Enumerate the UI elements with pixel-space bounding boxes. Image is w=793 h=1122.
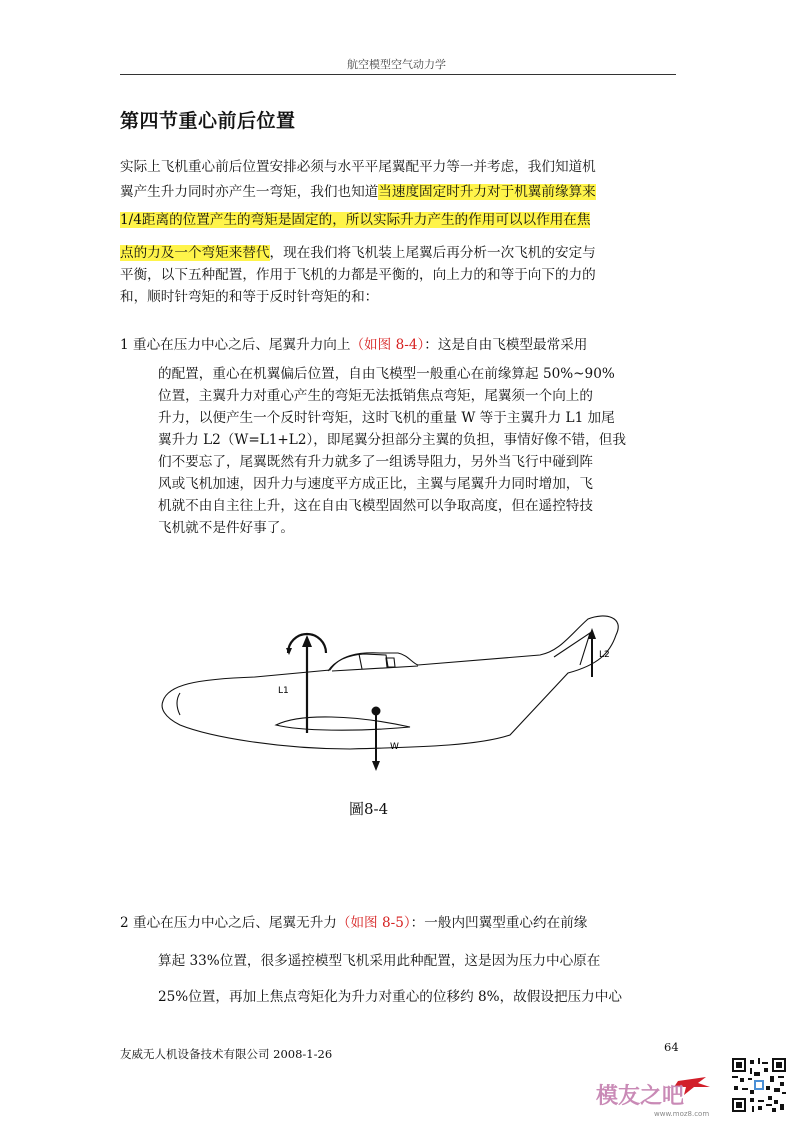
case1-line-3: 升力，以便产生一个反时针弯矩，这时飞机的重量 W 等于主翼升力 L1 加尾 bbox=[158, 410, 615, 426]
intro-line-1: 实际上飞机重心前后位置安排必须与水平平尾翼配平力等一并考虑，我们知道机 bbox=[120, 159, 596, 175]
figure-ref-8-5: （如图 8-5） bbox=[336, 915, 411, 931]
label-w: W bbox=[390, 742, 399, 752]
highlight-1: 当速度固定时升力对于机翼前缘算来 bbox=[378, 184, 596, 200]
case1-line-4: 翼升力 L2（W=L1+L2），即尾翼分担部分主翼的负担，事情好像不错，但我 bbox=[158, 432, 626, 448]
case1-line-2: 位置，主翼升力对重心产生的弯矩无法抵销焦点弯矩，尾翼须一个向上的 bbox=[158, 388, 593, 404]
intro-line-3 bbox=[120, 208, 590, 228]
nose-detail bbox=[177, 693, 180, 715]
wing-root-line bbox=[332, 666, 418, 671]
label-l1: L1 bbox=[278, 686, 289, 696]
page-number: 64 bbox=[664, 1040, 679, 1054]
case1-line-1: 的配置，重心在机翼偏后位置，自由飞模型一般重心在前缘算起 50%~90% bbox=[158, 366, 615, 382]
header-rule bbox=[120, 74, 676, 75]
watermark-brand: 模友之吧 bbox=[596, 1084, 685, 1109]
case1-line-8: 飞机就不是件好事了。 bbox=[158, 520, 294, 536]
canopy-frame bbox=[359, 654, 362, 669]
watermark-url: www.moz8.com bbox=[654, 1110, 710, 1118]
figure-caption: 圖8-4 bbox=[349, 800, 389, 818]
wing-airfoil bbox=[276, 717, 410, 730]
case1-heading: 1 重心在压力中心之后、尾翼升力向上（如图 8-4）：这是自由飞模型最常采用 bbox=[120, 337, 588, 353]
running-header: 航空模型空气动力学 bbox=[347, 58, 446, 71]
case2-heading: 2 重心在压力中心之后、尾翼无升力（如图 8-5）：一般内凹翼型重心约在前缘 bbox=[120, 915, 588, 931]
intro-line-6: 和，顺时针弯矩的和等于反时针弯矩的和： bbox=[120, 289, 379, 305]
case2-line-2: 25%位置，再加上焦点弯矩化为升力对重心的位移约 8%，故假设把压力中心 bbox=[158, 989, 622, 1005]
figure-ref-8-4: （如图 8-4） bbox=[350, 337, 425, 353]
case1-line-6: 风或飞机加速，因升力与速度平方成正比，主翼与尾翼升力同时增加，飞 bbox=[158, 476, 593, 492]
moment-arrowhead bbox=[286, 648, 292, 655]
watermark-logo bbox=[594, 1075, 714, 1119]
highlight-2: 1/4距离的位置产生的弯矩是固定的，所以实际升力产生的作用可以以作用在焦 bbox=[120, 212, 591, 228]
case1-line-5: 们不要忘了，尾翼既然有升力就多了一组诱导阻力，另外当飞行中碰到阵 bbox=[158, 454, 593, 470]
figure-8-4-airplane bbox=[150, 615, 660, 785]
footer-company: 友威无人机设备技术有限公司 2008-1-26 bbox=[120, 1047, 333, 1061]
qr-code bbox=[732, 1058, 786, 1112]
label-l2: L2 bbox=[599, 650, 610, 660]
weight-w-arrow bbox=[372, 708, 380, 772]
section-title: 第四节重心前后位置 bbox=[120, 110, 296, 132]
intro-line-5: 平衡，以下五种配置，作用于飞机的力都是平衡的，向上力的和等于向下的力的 bbox=[120, 267, 596, 283]
tail-fin-line bbox=[554, 633, 590, 665]
case2-line-1: 算起 33%位置，很多遥控模型飞机采用此种配置，这是因为压力中心原在 bbox=[158, 953, 601, 969]
case1-line-7: 机就不由自主往上升，这在自由飞模型固然可以争取高度，但在遥控特技 bbox=[158, 498, 593, 514]
intro-line-2: 翼产生升力同时亦产生一弯矩，我们也知道当速度固定时升力对于机翼前缘算来 bbox=[120, 184, 596, 200]
highlight-3: 点的力及一个弯矩来替代 bbox=[120, 245, 270, 261]
intro-line-4: 点的力及一个弯矩来替代，现在我们将飞机装上尾翼后再分析一次飞机的安定与 bbox=[120, 245, 596, 261]
